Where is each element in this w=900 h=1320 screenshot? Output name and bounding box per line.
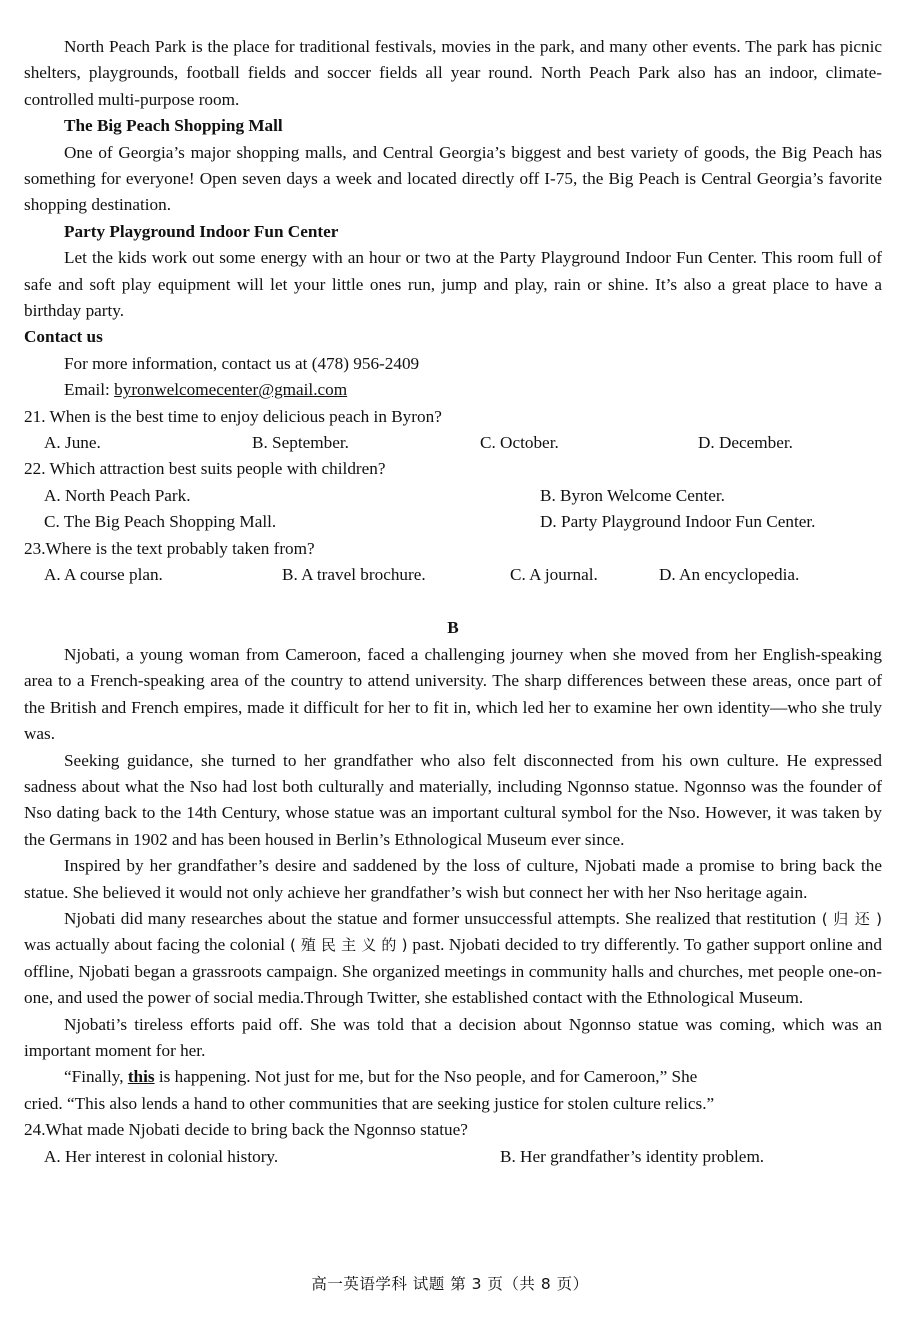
option-23-a: A. A course plan. [44, 565, 163, 585]
p4-part-1: Njobati did many researches about the statue and former unsuccessful attempts. She realized that restitution [64, 908, 817, 928]
option-22-b: B. Byron Welcome Center. [540, 485, 725, 505]
mall-text: One of Georgia’s major shopping malls, and Central Georgia’s biggest and best variety of goods, the Big Peach has something for everyone! Open seven days a week and located directly off I-75, the Big Peach is Central Georgia’s favorite shopping destination. [24, 142, 882, 215]
section-b-title: B [447, 618, 459, 638]
playground-heading: Party Playground Indoor Fun Center [64, 221, 339, 241]
mall-heading: The Big Peach Shopping Mall [64, 116, 283, 136]
p4-chinese-gloss-1: ( 归 还 ) [816, 909, 883, 928]
p4-part-2: was actually about facing the colonial [24, 935, 286, 955]
question-22-options-row1 [24, 483, 882, 509]
playground-text: Let the kids work out some energy with an hour or two at the Party Playground Indoor Fun Center. This room full of safe and soft play equipment will let your little ones run, jump and play, rain or shine. It’s also a great place to have a birthday party. [24, 248, 882, 321]
p4-part-3: past. Njobati decided to try differently. To gather support online and offline, Njobati began a grassroots campaign. She organized meetings in community halls and churches, met people one-on-one, and used the power of social media.Through Twitter, she established contact with the Ethnological Museum. [24, 935, 882, 1008]
contact-heading: Contact us [24, 327, 103, 347]
option-21-b: B. September. [252, 433, 349, 453]
option-22-a: A. North Peach Park. [44, 485, 191, 505]
option-22-c: C. The Big Peach Shopping Mall. [44, 512, 277, 532]
section-b-paragraph-1: Njobati, a young woman from Cameroon, faced a challenging journey when she moved from her English-speaking area to a French-speaking area of the country to attend university. The sharp differences between these areas, once part of the British and French empires, made it difficult for her to fit in, which led her to examine her own identity—who she truly was. [24, 644, 882, 744]
section-b-paragraph-3: Inspired by her grandfather’s desire and saddened by the loss of culture, Njobati made a promise to bring back the statue. She believed it would not only achieve her grandfather’s wish but connect her with her Nso heritage again. [24, 856, 882, 902]
north-peach-park-text: North Peach Park is the place for traditional festivals, movies in the park, and many other events. The park has picnic shelters, playgrounds, football fields and soccer fields all year round. North Peach Park also has an indoor, climate-controlled multi-purpose room. [24, 37, 882, 109]
page-footer: 高一英语学科 试题 第 3 页（共 8 页） [311, 1275, 589, 1293]
question-24: 24.What made Njobati decide to bring back the Ngonnso statue? [24, 1120, 468, 1140]
section-b-paragraph-5: Njobati’s tireless efforts paid off. She was told that a decision about Ngonnso statue was coming, which was an important moment for her. [24, 1014, 882, 1060]
question-21: 21. When is the best time to enjoy delicious peach in Byron? [24, 406, 442, 426]
question-21-options [24, 430, 882, 456]
quote-line-1-end: is happening. Not just for me, but for the Nso people, and for Cameroon,” She [154, 1067, 698, 1087]
option-22-d: D. Party Playground Indoor Fun Center. [540, 512, 816, 532]
option-21-d: D. December. [698, 433, 793, 453]
contact-phone: For more information, contact us at (478) 956-2409 [64, 353, 420, 373]
question-23-options [24, 562, 882, 588]
p4-chinese-gloss-2: ( 殖 民 主 义 的 ) [285, 936, 413, 955]
quote-start: “Finally, [64, 1067, 128, 1087]
option-21-a: A. June. [44, 433, 101, 453]
question-23: 23.Where is the text probably taken from? [24, 538, 315, 558]
option-21-c: C. October. [480, 433, 559, 453]
quote-line-2: cried. “This also lends a hand to other communities that are seeking justice for stolen culture relics.” [24, 1093, 715, 1113]
option-23-d: D. An encyclopedia. [659, 565, 800, 585]
option-24-a: A. Her interest in colonial history. [44, 1146, 279, 1166]
section-b-paragraph-4 [24, 906, 882, 1012]
section-b-paragraph-2: Seeking guidance, she turned to her grandfather who also felt disconnected from his own culture. He expressed sadness about what the Nso had lost both culturally and materially, including Ngonnso statue. Ngonnso was the founder of Nso dating back to the 14th Century, whose statue was an important cultural symbol for the Nso. However, it was taken by the Germans in 1902 and has been housed in Berlin’s Ethnological Museum ever since. [24, 750, 882, 849]
contact-email-line [64, 377, 882, 403]
email-link[interactable]: byronwelcomecenter@gmail.com [114, 380, 348, 400]
question-24-options [24, 1144, 882, 1170]
option-23-c: C. A journal. [510, 565, 598, 585]
quote-line-1 [24, 1064, 882, 1090]
quote-this-underlined: this [127, 1067, 155, 1087]
question-22: 22. Which attraction best suits people with children? [24, 459, 386, 479]
email-label: Email: [64, 380, 115, 400]
option-23-b: B. A travel brochure. [282, 565, 426, 585]
option-24-b: B. Her grandfather’s identity problem. [500, 1146, 765, 1166]
question-22-options-row2 [24, 509, 882, 535]
